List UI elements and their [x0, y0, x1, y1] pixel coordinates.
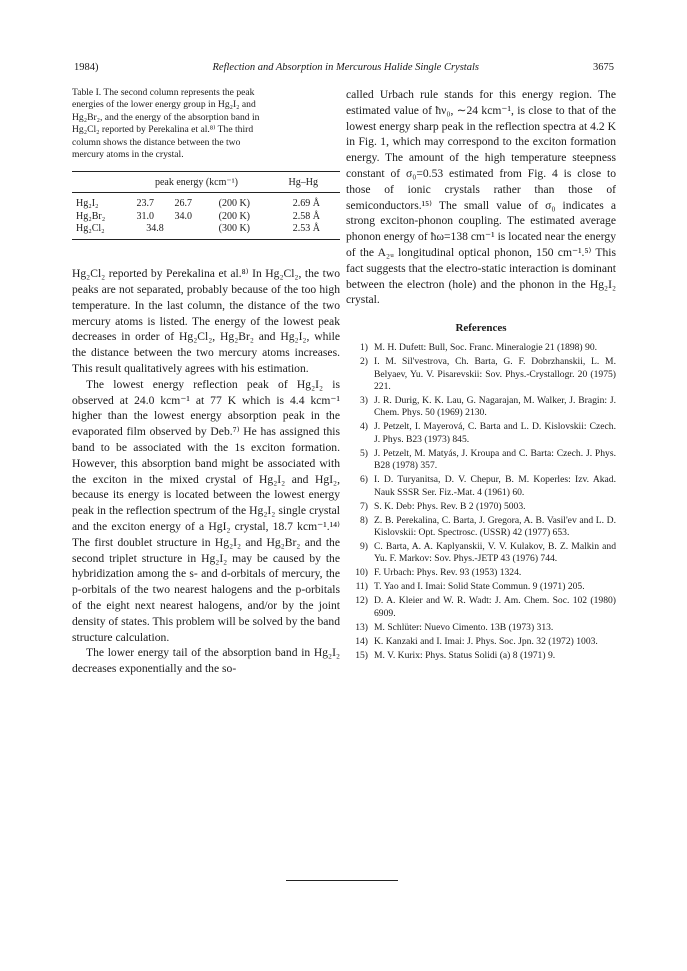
col-header-hg-hg: Hg–Hg — [288, 176, 318, 188]
table-row — [72, 223, 340, 236]
energy-cell: 34.0 — [174, 210, 192, 222]
references-heading: References — [455, 322, 507, 335]
table-caption — [72, 87, 340, 161]
reference-item: 8) Z. B. Perekalina, C. Barta, J. Gregora, A. B. Vasil'ev and L. D. Kislovskii: Opt. Spectrosc. (USSR) 42 (1977) 653. — [360, 514, 616, 538]
distance-cell: 2.69 Å — [292, 198, 320, 210]
col-header-peak-energy: peak energy (kcm⁻¹) — [154, 176, 238, 188]
reference-item: 11) T. Yao and I. Imai: Solid State Commun. 9 (1971) 205. — [355, 581, 585, 593]
end-rule — [286, 880, 398, 881]
reference-item: 5) J. Petzelt, M. Matyás, J. Kroupa and C. Barta: Czech. J. Phys. B28 (1978) 357. — [360, 447, 616, 472]
references-list — [346, 342, 616, 662]
reference-item: 13) M. Schlüter: Nuevo Cimento. 13B (1973) 313. — [355, 621, 554, 633]
distance-cell: 2.58 Å — [292, 210, 320, 222]
body-paragraph: The lower energy tail of the absorption band in Hg₂I₂ decreases exponentially and the so- — [72, 646, 340, 676]
compound-cell: Hg₂I₂ — [76, 198, 99, 210]
running-title: Reflection and Absorption in Mercurous Halide Single Crystals — [212, 62, 479, 73]
energy-cell: 26.7 — [174, 198, 192, 210]
reference-item: 3) J. R. Durig, K. K. Lau, G. Nagarajan, M. Walker, J. Bragin: J. Chem. Phys. 50 (1969) 2130. — [360, 394, 616, 419]
energy-cell: 23.7 — [136, 198, 154, 210]
caption-line: Table I. The second column represents the peak — [72, 87, 255, 98]
reference-item: 10) F. Urbach: Phys. Rev. 93 (1953) 1324. — [355, 567, 522, 579]
reference-item: 9) C. Barta, A. A. Kaplyanskii, V. V. Kulakov, B. Z. Malkin and Yu. F. Markov: Sov. Phys.-JETP 43 (1976) 744. — [360, 541, 616, 565]
header-year: 1984) — [74, 62, 99, 73]
reference-item: 14) K. Kanzaki and I. Imai: J. Phys. Soc. Jpn. 32 (1972) 1003. — [355, 635, 598, 647]
caption-line: Hg₂Br₂, and the energy of the absorption band in — [72, 111, 260, 123]
table-row — [72, 197, 340, 210]
reference-item: 4) J. Petzelt, I. Mayerová, C. Barta and L. D. Kislovskii: Czech. J. Phys. B23 (1973) 845. — [360, 421, 616, 445]
reference-item: 6) I. D. Turyanitsa, D. V. Chepur, B. M. Koperles: Izv. Akad. Nauk SSSR Ser. Fiz.-Mat. 4 (1961) 60. — [360, 474, 616, 498]
energy-cell: 34.8 — [146, 223, 164, 235]
caption-line: Hg₂Cl₂ reported by Perekalina et al.⁸⁾ The third — [72, 124, 254, 136]
caption-line: column shows the distance between the two — [72, 136, 241, 148]
left-column — [72, 87, 340, 677]
right-column — [346, 87, 616, 664]
temperature-cell: (200 K) — [218, 198, 250, 210]
distance-cell: 2.53 Å — [292, 223, 320, 235]
body-paragraph: The lowest energy reflection peak of Hg₂I₂ is observed at 24.0 kcm⁻¹ at 77 K which is 4.4 kcm⁻¹ higher than the lowest energy absorption peak in the evaporated film observed by Deb.⁷⁾ He has assigned this band to be associated with the 1s exciton formation. However, this absorption band might be associated with the exciton in the mixed crystal of Hg₂I₂ and HgI₂, because its energy is located between the lowest energy peak in the reflection spectrum of the Hg₂I₂ single crystal and the exciton energy of a HgI₂ crystal, 18.7 kcm⁻¹.¹⁴⁾ The first doublet structure in Hg₂I₂ and Hg₂Br₂ and the second triplet structure in Hg₂I₂ may be caused by the hybridization among the s- and d-orbitals of mercury, the p-orbitals of the two nearest halogens and the p-orbitals of the eight next nearest halogens, and/or by the joint density of states. This problem will be solved by the band structure calculation. — [72, 377, 340, 644]
page-number: 3675 — [593, 62, 614, 73]
reference-item: 12) D. A. Kleier and W. R. Wadt: J. Am. Chem. Soc. 102 (1980) 6909. — [355, 595, 616, 619]
caption-line: mercury atoms in the crystal. — [72, 149, 184, 161]
caption-line: energies of the lower energy group in Hg₂I₂ and — [72, 99, 256, 111]
energy-cell: 31.0 — [136, 210, 154, 222]
body-paragraph: called Urbach rule stands for this energy region. The estimated value of ħν₀, ∼24 kcm⁻¹, is close to that of the lowest energy sharp peak in the reflection spectra at 4.2 K in Fig. 1, which may correspond to the exciton formation energy. The amount of the high temperature steepness constant of σ₀=0.53 estimated from Fig. 4 is close to those of ionic crystals rather than those of semiconductors.¹⁵⁾ The small value of σ₀ indicates a strong exciton-phonon coupling. The estimated average phonon energy of ħω=138 cm⁻¹ is located near the energy of the A₂ᵤ longitudinal optical phonon, 150 cm⁻¹.⁵⁾ This fact suggests that the electro-static interaction is dominant between the electron (hole) and the phonon in the Hg₂I₂ crystal. — [346, 88, 616, 307]
compound-cell: Hg₂Cl₂ — [76, 223, 105, 235]
reference-item: 1) M. H. Dufett: Bull, Soc. Franc. Mineralogie 21 (1898) 90. — [360, 342, 598, 354]
data-table — [72, 171, 340, 240]
temperature-cell: (200 K) — [218, 210, 250, 222]
temperature-cell: (300 K) — [218, 223, 250, 235]
table-row — [72, 210, 340, 223]
reference-item: 7) S. K. Deb: Phys. Rev. B 2 (1970) 5003. — [360, 500, 526, 512]
reference-item: 15) M. V. Kurix: Phys. Status Solidi (a) 8 (1971) 9. — [355, 649, 556, 661]
compound-cell: Hg₂Br₂ — [76, 210, 106, 222]
running-header — [74, 62, 614, 73]
reference-item: 2) I. M. Sil'vestrova, Ch. Barta, G. F. Dobrzhanskii, L. M. Belyaev, Yu. V. Pisarevskii: Sov. Phys.-Crystallogr. 20 (1975) 221. — [360, 356, 616, 392]
body-paragraph: Hg₂Cl₂ reported by Perekalina et al.⁸⁾ In Hg₂Cl₂, the two peaks are not separated, probably because of the too high temperature. In the last column, the distance of the two mercury atoms is listed. The energy of the lowest peak decreases in order of Hg₂Cl₂, Hg₂Br₂ and Hg₂I₂, while the distance between the two mercury atoms increases. This result qualitatively agrees with his estimation. — [72, 267, 340, 375]
table-header-row — [72, 172, 340, 193]
